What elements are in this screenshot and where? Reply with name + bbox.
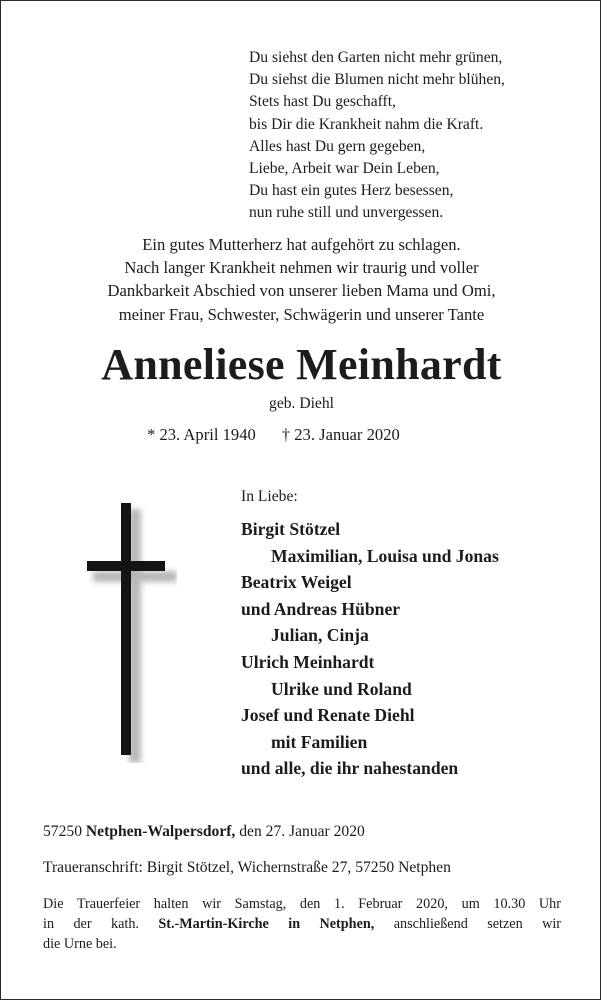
mourning-address: Traueranschrift: Birgit Stötzel, Wichernstraße 27, 57250 Netphen bbox=[43, 859, 451, 876]
poem-line: Du hast ein gutes Herz besessen, bbox=[249, 182, 454, 200]
mourner-line: Ulrike und Roland bbox=[271, 678, 412, 699]
mourner-line: Birgit Stötzel bbox=[241, 519, 341, 539]
poem bbox=[249, 47, 505, 225]
mourners-list bbox=[241, 488, 499, 782]
ceremony-info bbox=[43, 894, 561, 954]
intro-line: meiner Frau, Schwester, Schwägerin und unserer Tante bbox=[118, 304, 485, 324]
mourner-line: mit Familien bbox=[271, 731, 368, 752]
mourner-line: und Andreas Hübner bbox=[241, 598, 401, 619]
poem-line: Du siehst die Blumen nicht mehr blühen, bbox=[249, 71, 505, 89]
postcode: 57250 bbox=[43, 823, 82, 840]
mourner-line: Ulrich Meinhardt bbox=[241, 651, 375, 672]
mourner-line: Julian, Cinja bbox=[271, 625, 369, 646]
place-date bbox=[43, 823, 365, 841]
intro-line: Ein gutes Mutterherz hat aufgehört zu schlagen. bbox=[142, 235, 461, 254]
notice-date: den 27. Januar 2020 bbox=[239, 823, 365, 840]
poem-line: nun ruhe still und unvergessen. bbox=[249, 204, 444, 222]
ceremony-line bbox=[43, 914, 561, 934]
poem-line: Alles hast Du gern gegeben, bbox=[249, 137, 426, 155]
place-name: Netphen-Walpersdorf, bbox=[85, 823, 236, 840]
deceased-name: Anneliese Meinhardt bbox=[101, 340, 502, 389]
birth-name: geb. Diehl bbox=[269, 395, 334, 412]
intro-line: Nach langer Krankheit nehmen wir traurig und voller bbox=[124, 258, 479, 278]
poem-line: Du siehst den Garten nicht mehr grünen, bbox=[249, 49, 503, 66]
poem-line: Liebe, Arbeit war Dein Leben, bbox=[249, 160, 440, 178]
ceremony-line: die Urne bei. bbox=[43, 936, 117, 952]
mourners-heading: In Liebe: bbox=[241, 488, 298, 505]
ceremony-text: anschließend setzen wir bbox=[393, 916, 561, 932]
cross-icon bbox=[87, 503, 177, 763]
mourner-line: Josef und Renate Diehl bbox=[241, 705, 415, 726]
life-dates bbox=[147, 425, 400, 445]
mourner-line: Beatrix Weigel bbox=[241, 572, 352, 593]
birth-date: * 23. April 1940 bbox=[147, 425, 256, 444]
ceremony-line: Die Trauerfeier halten wir Samstag, den 1. Februar 2020, um 10.30 Uhr bbox=[43, 896, 561, 912]
poem-line: Stets hast Du geschafft, bbox=[249, 93, 396, 111]
intro-line: Dankbarkeit Abschied von unserer lieben Mama und Omi, bbox=[107, 281, 496, 301]
dagger-icon: † bbox=[281, 425, 291, 444]
mourner-line: Maximilian, Louisa und Jonas bbox=[271, 545, 499, 566]
ceremony-text: in der kath. bbox=[43, 916, 139, 932]
poem-line: bis Dir die Krankheit nahm die Kraft. bbox=[249, 115, 484, 133]
death-date: 23. Januar 2020 bbox=[294, 425, 400, 444]
intro-text bbox=[1, 233, 601, 326]
church-name: St.-Martin-Kirche in Netphen, bbox=[158, 916, 375, 932]
mourner-line: und alle, die ihr nahestanden bbox=[241, 758, 459, 779]
